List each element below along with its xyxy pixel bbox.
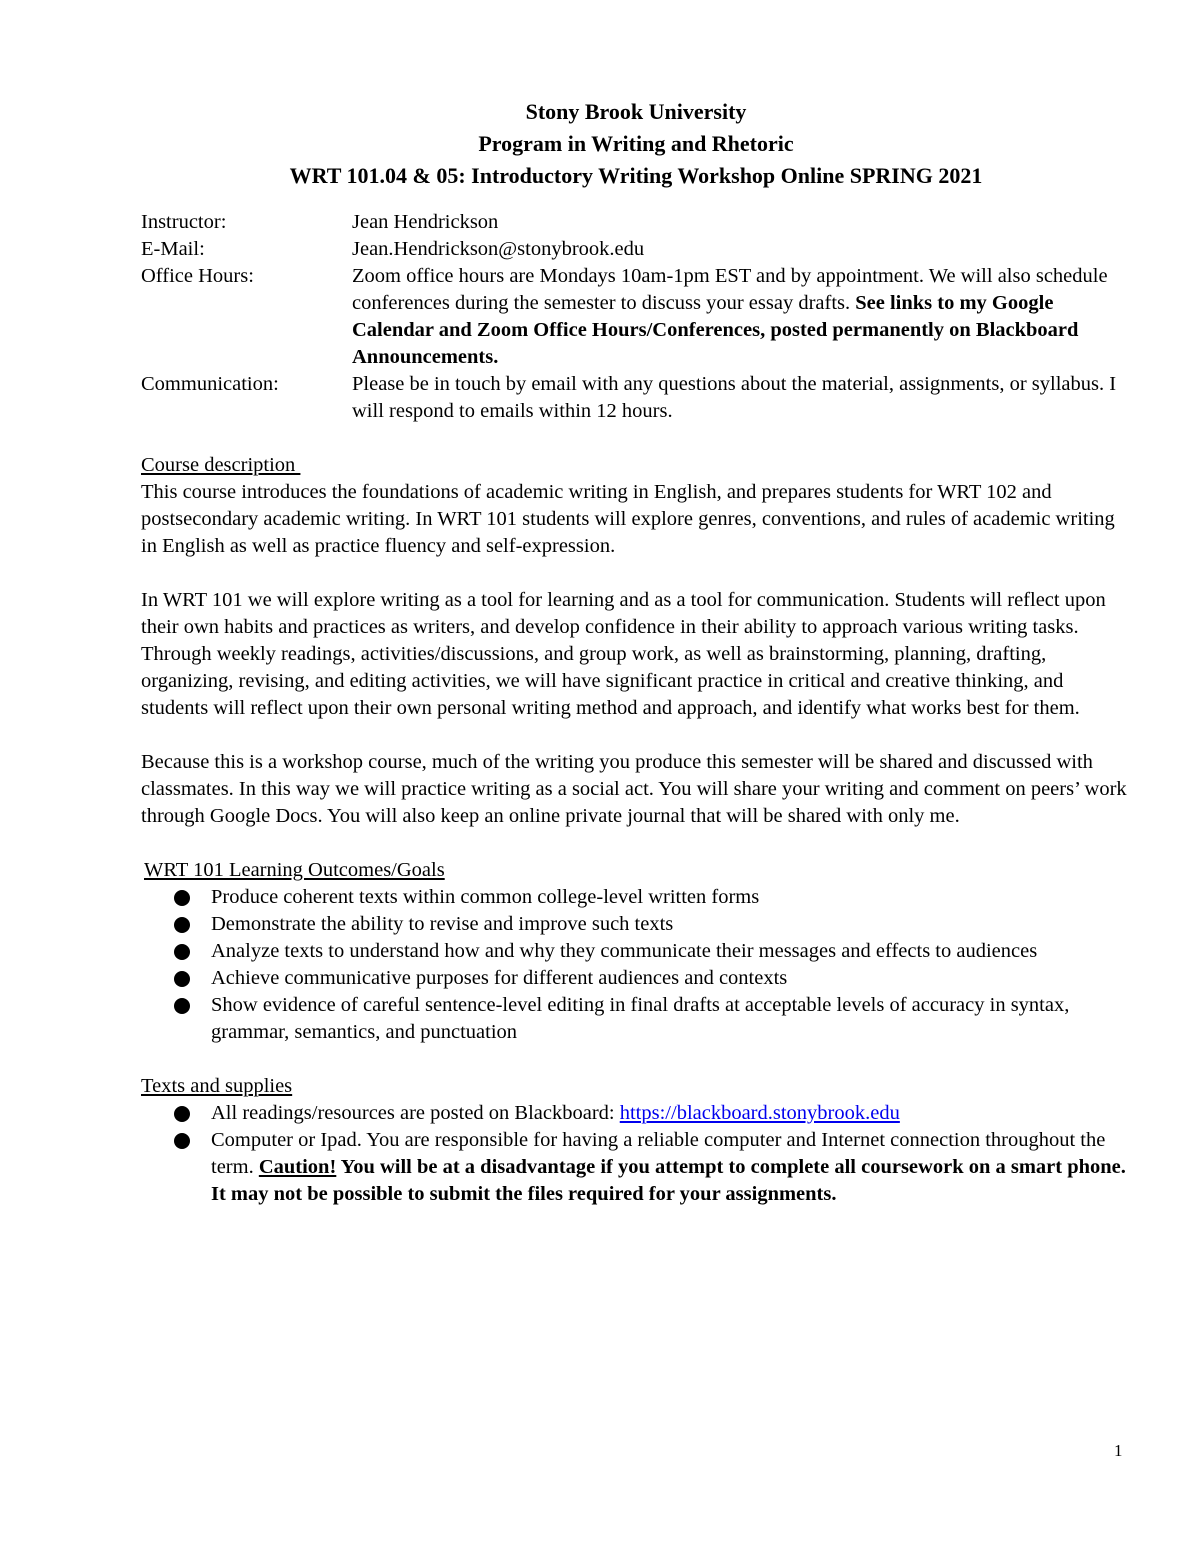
communication-value: Please be in touch by email with any questions about the material, assignments, or syllabus. I will respond to emails within 12 hours. [352,373,1117,422]
course-description-title: Course description [141,454,301,476]
course-description-paragraph-2: In WRT 101 we will explore writing as a tool for learning and as a tool for communication. Students will reflect upon their own habits and practices as writers, and develop confidence in their ability to approach various writing tasks. Through weekly readings, activities/discussions, and group work, as well as brainstorming, planning, drafting, organizing, revising, and editing activities, we will have significant practice in critical and creative thinking, and students will reflect upon their own personal writing method and approach, and identify what works best for them. [141,589,1106,719]
caution-label: Caution! [258,1156,337,1178]
bullet-icon [174,890,190,906]
blackboard-link[interactable]: https://blackboard.stonybrook.edu [619,1102,900,1124]
list-item: Computer or Ipad. You are responsible for having a reliable computer and Internet connection throughout the term. Caution! You will be at a disadvantage if you attempt to complete all coursework on a smart phone. It may not be possible to submit the files required for your assignments. [141,1127,1131,1208]
office-hours-links-note: See links to my Google Calendar and Zoom Office Hours/Conferences, posted permanently on Blackboard Announcements. [352,292,1079,368]
email-label: E-Mail: [141,238,205,260]
office-hours-text: Zoom office hours are Mondays 10am-1pm EST and by appointment. We will also schedule conferences during the semester to discuss your essay drafts. [352,265,1108,314]
list-item: All readings/resources are posted on Blackboard: https://blackboard.stonybrook.edu [141,1100,1131,1127]
texts-supplies-list [141,1100,1131,1208]
office-hours-row [141,263,1131,371]
list-item: Achieve communicative purposes for different audiences and contexts [141,965,1131,992]
communication-row [141,371,1131,425]
email-row [141,236,1131,263]
university-name: Stony Brook University [525,99,747,124]
instructor-info [141,209,1131,425]
learning-outcomes-section [141,857,1131,1046]
course-title: WRT 101.04 & 05: Introductory Writing Workshop Online SPRING 2021 [289,163,983,188]
program-name: Program in Writing and Rhetoric [478,131,794,156]
syllabus-page [141,96,1131,1208]
bullet-icon [174,998,190,1014]
texts-supplies-title: Texts and supplies [141,1075,293,1097]
list-item: Demonstrate the ability to revise and improve such texts [141,911,1131,938]
learning-outcomes-title: WRT 101 Learning Outcomes/Goals [144,859,445,881]
bullet-icon [174,1133,190,1149]
course-description-paragraph-1: This course introduces the foundations of academic writing in English, and prepares students for WRT 102 and postsecondary academic writing. In WRT 101 students will explore genres, conventions, and rules of academic writing in English as well as practice fluency and self-expression. [141,481,1115,557]
office-hours-value [352,263,1131,371]
bullet-icon [174,917,190,933]
document-header [141,96,1131,192]
course-description-section [141,452,1131,830]
instructor-value: Jean Hendrickson [352,211,499,233]
bullet-icon [174,971,190,987]
bullet-icon [174,1106,190,1122]
course-description-paragraph-3: Because this is a workshop course, much of the writing you produce this semester will be shared and discussed with classmates. In this way we will practice writing as a social act. You will share your writing and comment on peers’ work through Google Docs. You will also keep an online private journal that will be shared with only me. [141,751,1127,827]
email-value: Jean.Hendrickson@stonybrook.edu [352,238,645,260]
bullet-icon [174,944,190,960]
list-item: Show evidence of careful sentence-level editing in final drafts at acceptable levels of accuracy in syntax, grammar, semantics, and punctuation [141,992,1131,1046]
instructor-label: Instructor: [141,211,227,233]
caution-text: You will be at a disadvantage if you attempt to complete all coursework on a smart phone. It may not be possible to submit the files required for your assignments. [211,1156,1126,1205]
office-hours-label: Office Hours: [141,265,254,287]
list-item: Produce coherent texts within common college-level written forms [141,884,1131,911]
communication-label: Communication: [141,373,279,395]
list-item: Analyze texts to understand how and why they communicate their messages and effects to audiences [141,938,1131,965]
instructor-row [141,209,1131,236]
learning-outcomes-list [141,884,1131,1046]
page-number: 1 [1114,1441,1123,1460]
texts-supplies-section [141,1073,1131,1208]
